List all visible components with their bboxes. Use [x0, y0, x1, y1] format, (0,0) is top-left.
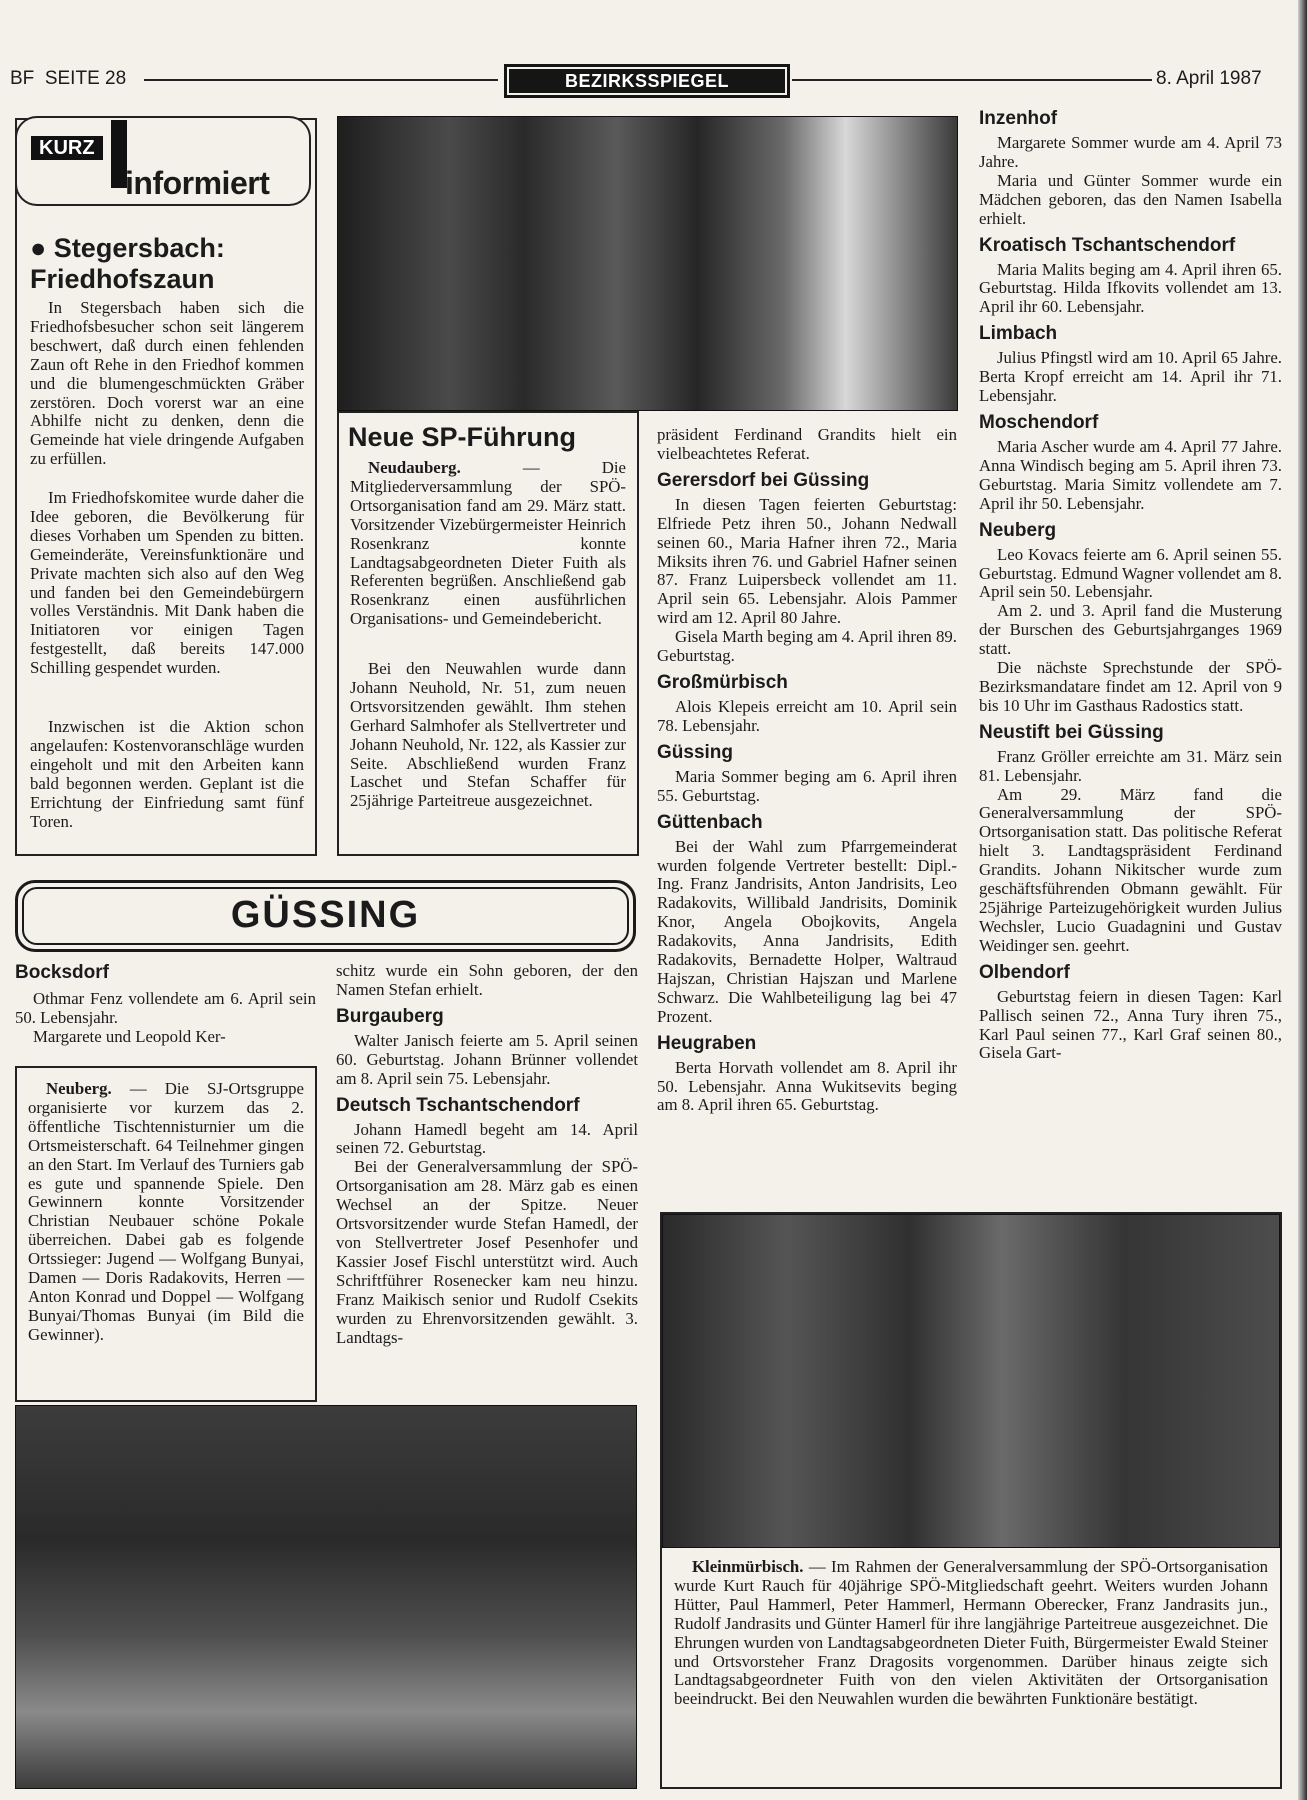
gerersdorf-heading: Gerersdorf bei Güssing: [657, 469, 870, 491]
neuberg-paragraph-1: Leo Kovacs feierte am 6. April seinen 55. Geburtstag. Edmund Wagner vollendet am 8. April sein 50. Lebensjahr.: [979, 544, 1282, 602]
limbach-paragraph: Julius Pfingstl wird am 10. April 65 Jahre. Berta Kropf erreicht am 14. April ihr 71. Lebensjahr.: [979, 348, 1282, 406]
burgauberg-paragraph: Walter Janisch feierte am 5. April seinen 60. Geburtstag. Johann Brünner vollendet am 8. April sein 75. Lebensjahr.: [336, 1030, 638, 1088]
kurz-headline-2: Friedhofszaun: [30, 264, 215, 294]
guessing-paragraph: Maria Sommer beging am 6. April ihren 55. Geburtstag.: [657, 766, 957, 805]
neustift-heading: Neustift bei Güssing: [979, 721, 1164, 743]
inzenhof-paragraph-2: Maria und Günter Sommer wurde ein Mädchen geboren, das den Namen Isabella erhielt.: [979, 170, 1282, 228]
sp-paragraph-1-text: — Die Mitgliederversammlung der SPÖ-Ortsorganisation fand am 29. März statt. Vorsitzender Vizebürgermeister Heinrich Rosenkranz konnte Landtagsabgeordneten Dieter Fuith als Referenten begrüßen. Anschließend gab Rosenkranz einen ausführlichen Organisations- und Gemeindebericht.: [350, 458, 626, 629]
masthead: [504, 64, 790, 98]
sp-paragraph-1: [350, 459, 626, 629]
kurz-headline-1: ● Stegersbach:: [30, 233, 225, 263]
olbendorf-paragraph: Geburtstag feiern in diesen Tagen: Karl Pallisch seinen 72., Anna Tury ihren 75., Karl Paul seinen 77., Karl Graf seinen 80., Gisela Gart-: [979, 986, 1282, 1063]
moschendorf-heading: Moschendorf: [979, 411, 1099, 433]
column-4: [979, 108, 1282, 1063]
photo-handshake: [337, 116, 958, 411]
sp-paragraph-2: Bei den Neuwahlen wurde dann Johann Neuhold, Nr. 51, zum neuen Ortsvorsitzenden gewählt. Ihm stehen Gerhard Salmhofer als Stellvertreter und Johann Neuhold, Nr. 122, als Kassier zur Seite. Abschließend wurden Franz Laschet und Stefan Schaffer für 25jährige Parteitreue ausgezeichnet.: [350, 659, 626, 811]
neuberg-heading: Neuberg: [979, 519, 1057, 541]
header-rule-right: [792, 79, 1152, 81]
grossmuerbisch-paragraph: Alois Klepeis erreicht am 10. April sein 78. Lebensjahr.: [657, 696, 957, 735]
sj-paragraph-text: — Die SJ-Ortsgruppe organisierte vor kurzem das 2. öffentliche Tischtennisturnier um die Ortsmeisterschaft. 64 Teilnehmer gingen an den Start. Im Verlauf des Turniers gab es gute und spannende Spiele. Den Gewinnern konnte Vorsitzender Christian Neubauer schöne Pokale überreichen. Dabei gab es folgende Ortssieger: Jugend — Wolfgang Bunyai, Damen — Doris Radakovits, Herren — Anton Konrad und Doppel — Wolfgang Bunyai/Thomas Bunyai (im Bild die Gewinner).: [28, 1079, 304, 1344]
gerersdorf-paragraph-2: Gisela Marth beging am 4. April ihren 89. Geburtstag.: [657, 627, 957, 666]
heugraben-heading: Heugraben: [657, 1032, 757, 1054]
bocksdorf-heading: Bocksdorf: [15, 962, 109, 983]
kurz-logo: [15, 116, 311, 206]
kurz-logo-bottom: informiert: [125, 165, 270, 201]
guessing-heading: Güssing: [657, 741, 734, 763]
inzenhof-heading: Inzenhof: [979, 108, 1058, 129]
heugraben-paragraph: Berta Horvath vollendet am 8. April ihr 50. Lebensjahr. Anna Wukitsevits beging am 8. April ihren 65. Geburtstag.: [657, 1057, 957, 1115]
neustift-paragraph-1: Franz Gröller erreichte am 31. März sein 81. Lebensjahr.: [979, 746, 1282, 785]
photo-kleinmuerbisch-honorees: [662, 1214, 1280, 1548]
guessing-banner-title: GÜSSING: [230, 894, 421, 936]
kurz-paragraph-1: In Stegersbach haben sich die Friedhofsbesucher schon seit längerem beschwert, daß durch einen fehlenden Zaun oft Rehe in den Friedhof kommen und die blumengeschmückten Gräber zerstören. Doch vorerst war an eine Abhilfe nicht zu denken, denn die Gemeinde hat viele dringende Aufgaben zu erfüllen.: [30, 298, 304, 469]
kleinmuerbisch-paragraph: [674, 1558, 1268, 1709]
page-edge: [1298, 0, 1307, 1800]
deutsch-paragraph-1: Johann Hamedl begeht am 14. April seinen 72. Geburtstag.: [336, 1119, 638, 1158]
neuberg-paragraph-3: Die nächste Sprechstunde der SPÖ-Bezirksmandatare findet am 12. April von 9 bis 10 Uhr im Gasthaus Radostics statt.: [979, 658, 1282, 715]
moschendorf-paragraph: Maria Ascher wurde am 4. April 77 Jahre. Anna Windisch beging am 5. April ihren 73. Geburtstag. Maria Simitz vollendete am 7. April ihr 50. Lebensjahr.: [979, 436, 1282, 513]
neustift-paragraph-2: Am 29. März fand die Generalversammlung der SPÖ-Ortsorganisation statt. Das politische Referat hielt 3. Landtagspräsident Ferdinand Grandits. Johann Nikitscher wurde zum geschäftsführenden Obmann gewählt. Für 25jährige Parteizugehörigkeit wurden Julius Wechsler, Lucio Guadagnini und Gustav Weidinger sen. geehrt.: [979, 784, 1282, 955]
deutsch-paragraph-2: Bei der Generalversammlung der SPÖ-Ortsorganisation am 28. März gab es einen Wechsel an der Spitze. Neuer Ortsvorsitzender wurde Stefan Hamedl, der von Stellvertreter Josef Pesenhofer und Kassier Josef Fischl unterstützt wird. Auch Schriftführer Rosenecker kam neu hinzu. Franz Maikisch senior und Rudolf Csekits wurden zu Ehrenvorsitzenden gewählt. 3. Landtags-: [336, 1157, 638, 1347]
limbach-heading: Limbach: [979, 323, 1058, 345]
gerersdorf-paragraph-1: In diesen Tagen feierten Geburtstag: Elfriede Petz ihren 50., Johann Nedwall seinen 60., Maria Hafner ihren 72., Maria Miksits ihren 76. und Gabriel Hafner seinen 87. Franz Luipersbeck vollendet am 11. April sein 65. Lebensjahr. Alois Pammer wird am 12. April 80 Jahre.: [657, 494, 957, 628]
bocksdorf-paragraph-1: Othmar Fenz vollendete am 6. April sein 50. Lebensjahr.: [15, 989, 316, 1027]
column-2-lower: [336, 962, 638, 1347]
inzenhof-paragraph-1: Margarete Sommer wurde am 4. April 73 Jahre.: [979, 133, 1282, 171]
sp-lead: Neudauberg.: [368, 458, 461, 477]
kroatisch-paragraph: Maria Malits beging am 4. April ihren 65. Geburtstag. Hilda Ifkovits vollendet am 13. April ihr 60. Lebensjahr.: [979, 259, 1282, 317]
sj-paragraph: [28, 1080, 304, 1345]
kurz-paragraph-3: Inzwischen ist die Aktion schon angelaufen: Kostenvoranschläge wurden eingeholt und mit den Arbeiten kann bald begonnen werden. Geplant ist die Errichtung der Einfriedung samt fünf Toren.: [30, 717, 304, 831]
kroatisch-heading: Kroatisch Tschantschendorf: [979, 234, 1236, 256]
masthead-label: BEZIRKSSPIEGEL: [564, 71, 730, 91]
kleinmuerbisch-lead: Kleinmürbisch.: [692, 1557, 804, 1576]
kurz-logo-top: KURZ: [31, 136, 103, 160]
sj-lead: Neuberg.: [46, 1079, 112, 1098]
page-number: BF SEITE 28: [10, 68, 127, 89]
issue-date: 8. April 1987: [1156, 68, 1262, 89]
kurz-paragraph-2: Im Friedhofskomitee wurde daher die Idee geboren, die Bevölkerung für dieses Vorhaben um Spenden zu bitten. Gemeinderäte, Vereinsfunktionäre und Private machten sich also auf den Weg und fanden bei den Gemeindebürgern volles Verständnis. Mit Dank haben die Initiatoren vor einigen Tagen festgestellt, daß bereits 147.000 Schilling gespendet wurden.: [30, 488, 304, 678]
neuberg-paragraph-2: Am 2. und 3. April fand die Musterung der Burschen des Geburtsjahrganges 1969 statt.: [979, 601, 1282, 659]
column-3-upper: [657, 426, 957, 1115]
kleinmuerbisch-paragraph-text: — Im Rahmen der Generalversammlung der SPÖ-Ortsorganisation wurde Kurt Rauch für 40jährige SPÖ-Mitgliedschaft geehrt. Weiters wurden Johann Hütter, Paul Hammerl, Peter Hammerl, Hermann Oberecker, Franz Jandrasits jun., Rudolf Jandrasits und Günter Hamerl für ihre langjährige Parteitreue ausgezeichnet. Die Ehrungen wurden von Landtagsabgeordneten Dieter Fuith, Bürgermeister Ewald Steiner und Ortsvorsteher Franz Dragosits vorgenommen. Darüber hinaus zeigte sich Landtagsabgeordneter Fuith von den vielen Aktivitäten der Ortsorganisation beeindruckt. Bei den Neuwahlen wurden die bewährten Funktionäre bestätigt.: [674, 1557, 1268, 1709]
deutsch-heading: Deutsch Tschantschendorf: [336, 1094, 580, 1116]
grossmuerbisch-heading: Großmürbisch: [657, 671, 788, 693]
col3-continuation: präsident Ferdinand Grandits hielt ein vielbeachtetes Referat.: [657, 425, 957, 463]
col2-continuation: schitz wurde ein Sohn geboren, der den Namen Stefan erhielt.: [336, 961, 638, 999]
header-rule-left: [144, 79, 498, 81]
bocksdorf-paragraph-2: Margarete und Leopold Ker-: [33, 1027, 226, 1046]
photo-table-tennis-winners: [15, 1405, 637, 1789]
guettenbach-heading: Güttenbach: [657, 811, 763, 833]
burgauberg-heading: Burgauberg: [336, 1005, 444, 1027]
guessing-banner: [15, 880, 636, 952]
sp-headline: Neue SP-Führung: [348, 422, 576, 452]
guettenbach-paragraph: Bei der Wahl zum Pfarrgemeinderat wurden folgende Vertreter bestellt: Dipl.-Ing. Franz Jandrisits, Anton Jandrisits, Leo Radakovits, Willibald Jandrisits, Dominik Knor, Angela Obojkovits, Angela Radakovits, Anna Jandrisits, Edith Radakovits, Bernadette Holper, Waltraud Hajszan, Christian Hajszan und Marlene Schwarz. Die Wahlbeteiligung lag bei 47 Prozent.: [657, 836, 957, 1026]
olbendorf-heading: Olbendorf: [979, 961, 1070, 983]
